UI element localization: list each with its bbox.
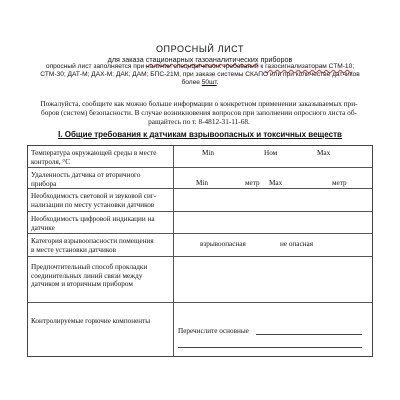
row-label	[31, 192, 171, 209]
components-field-label: Перечислите основные	[178, 327, 249, 335]
components-input-line-2[interactable]	[178, 347, 362, 348]
row-label-line: датчике	[31, 223, 55, 232]
intro-line-1	[20, 63, 380, 71]
intro-text: опросный лист заполняется при наличии специфических требований к	[45, 63, 266, 70]
intro-text-end: ;	[352, 63, 355, 70]
intro-marked-text: газосигнализаторам СТМ-10	[265, 63, 353, 70]
row-label-line: Температура окружающей среды в месте	[31, 149, 157, 157]
row-label-line: прибора	[31, 179, 57, 188]
row-label-line: соединительных линий связи между	[31, 271, 143, 280]
row-label-line: Предпочтительный способ прокладки	[31, 263, 148, 271]
temperature-nom-label: Ном	[264, 149, 278, 157]
distance-min-unit: метр	[245, 179, 260, 187]
row-label-line: Категория взрывоопасности помещения	[31, 237, 154, 245]
row-label	[31, 215, 171, 232]
option-non-hazardous[interactable]: не опасная	[280, 240, 313, 248]
requirements-table	[27, 145, 373, 357]
row-label-line: Удаленность датчика от вторичного	[31, 171, 141, 179]
section-heading: I. Общие требования к датчикам взрывоопасных и токсичных веществ	[58, 130, 342, 139]
document-title: ОПРОСНЫЙ ЛИСТ	[155, 44, 245, 54]
row-label-line: Необходимость световой и звуковой сиг-	[31, 192, 157, 200]
row-label-line: датчиком и вторичным прибором	[31, 280, 133, 289]
note-line-3: ращайтесь по т. 8-4812-31-11-68.	[148, 117, 250, 126]
row-label	[31, 171, 171, 188]
row-label	[31, 149, 171, 166]
intro-line-3	[20, 79, 380, 87]
table-row-combustible-components	[28, 303, 372, 358]
row-label: Контролируемые горючие компоненты	[31, 317, 151, 325]
table-row-cable-laying	[28, 257, 372, 303]
intro-text: более	[181, 79, 202, 86]
table-row-signalling	[28, 189, 372, 212]
row-label	[31, 263, 171, 289]
intro-line-2: СТМ-30; ДАТ-М; ДАХ-М; ДАК; ДАМ; БПС-21М, при заказе системы СКАПО или при количестве датчиков	[40, 71, 360, 78]
table-row-distance	[28, 168, 372, 189]
row-label-line: в месте установки датчиков	[31, 245, 116, 254]
note-line-2: боров (систем) безопасности. В случае возникновения вопросов при заполнении опросного листа об-	[41, 108, 357, 117]
table-row-temperature	[28, 146, 372, 168]
subtitle-text-end: приборов	[258, 55, 293, 64]
subtitle-marked-text: стационарных газоаналитических	[145, 55, 259, 64]
row-label	[31, 237, 171, 254]
components-input-line[interactable]	[256, 334, 362, 335]
intro-text-end: .	[216, 79, 219, 86]
option-explosive[interactable]: взрывоопасная	[200, 240, 246, 248]
row-label-line: контроля, °С	[31, 157, 71, 166]
intro-quantity: 50шт	[201, 79, 217, 86]
row-label-line: Необходимость цифровой индикации на	[31, 215, 155, 223]
temperature-min-label: Min	[202, 149, 214, 157]
subtitle-text: для заказа	[107, 55, 146, 64]
table-row-digital-indication	[28, 212, 372, 234]
distance-max-label: Max	[269, 179, 283, 187]
note-line-1: Пожалуйста, сообщите как можно больше информации о конкретном применении заказываемых при-	[40, 99, 358, 108]
distance-max-unit: метр	[332, 179, 347, 187]
table-row-explosion-category	[28, 234, 372, 257]
distance-min-label: Min	[196, 179, 208, 187]
temperature-max-label: Max	[317, 149, 331, 157]
row-label-line: нализации по месту установки датчиков	[31, 200, 155, 209]
